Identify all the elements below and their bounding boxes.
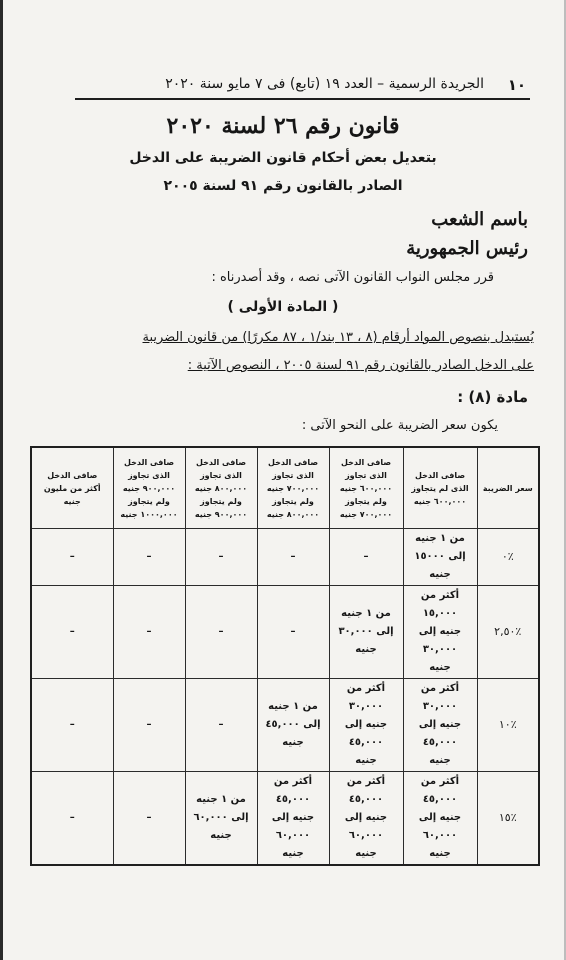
header-income-900k-1m: صافى الدخل الذى تجاوز ٩٠٠,٠٠٠ جنيه ولم يتجاوز ١٠٠٠,٠٠٠ جنيه	[113, 447, 185, 529]
header-income-up-to-600k: صافى الدخل الذى لم يتجاوز ٦٠٠,٠٠٠ جنيه	[403, 447, 477, 529]
tax-brackets-table	[30, 446, 540, 866]
law-subtitle-line-2: الصادر بالقانون رقم ٩١ لسنة ٢٠٠٥	[163, 178, 403, 194]
in-the-name-of-people: باسم الشعب	[431, 209, 528, 230]
table-row	[31, 586, 539, 679]
article-one-text-line-1: يُستبدل بنصوص المواد أرقام (٨ ، ١٣ بند/١ ، ٨٧ مكررًا) من قانون الضريبة	[142, 330, 534, 345]
table-cell: أكثر من ٤٥,٠٠٠ جنيه إلى ٦٠,٠٠٠ جنيه	[403, 772, 477, 866]
table-cell-rate: ٪١٥	[477, 772, 539, 866]
header-income-700k-800k: صافى الدخل الذى تجاوز ٧٠٠,٠٠٠ جنيه ولم يتجاوز ٨٠٠,٠٠٠ جنيه	[257, 447, 329, 529]
table-cell: من ١ جنيه إلى ٣٠,٠٠٠ جنيه	[329, 586, 403, 679]
article-one-heading: ( المادة الأولى )	[227, 299, 339, 315]
table-cell: –	[31, 679, 113, 772]
table-cell: –	[185, 586, 257, 679]
president-heading: رئيس الجمهورية	[406, 238, 528, 259]
gazette-issue-line: الجريدة الرسمية – العدد ١٩ (تابع) فى ٧ مايو سنة ٢٠٢٠	[165, 76, 484, 92]
table-cell: أكثر من ٤٥,٠٠٠ جنيه إلى ٦٠,٠٠٠ جنيه	[257, 772, 329, 866]
table-cell: أكثر من ١٥,٠٠٠ جنيه إلى ٣٠,٠٠٠ جنيه	[403, 586, 477, 679]
header-income-800k-900k: صافى الدخل الذى تجاوز ٨٠٠,٠٠٠ جنيه ولم يتجاوز ٩٠٠,٠٠٠ جنيه	[185, 447, 257, 529]
header-tax-rate: سعر الضريبة	[477, 447, 539, 529]
table-cell: –	[31, 529, 113, 586]
header-income-600k-700k: صافى الدخل الذى تجاوز ٦٠٠,٠٠٠ جنيه ولم يتجاوز ٧٠٠,٠٠٠ جنيه	[329, 447, 403, 529]
table-cell: أكثر من ٣٠,٠٠٠ جنيه إلى ٤٥,٠٠٠ جنيه	[403, 679, 477, 772]
table-cell: –	[185, 679, 257, 772]
table-header-row	[31, 447, 539, 529]
page-edge-shadow	[0, 0, 3, 960]
table-cell: أكثر من ٤٥,٠٠٠ جنيه إلى ٦٠,٠٠٠ جنيه	[329, 772, 403, 866]
law-subtitle-line-1: بتعديل بعض أحكام قانون الضريبة على الدخل	[129, 150, 437, 166]
table-cell: من ١ جنيه إلى ٤٥,٠٠٠ جنيه	[257, 679, 329, 772]
table-row	[31, 529, 539, 586]
running-header	[95, 72, 526, 96]
table-cell: –	[257, 586, 329, 679]
table-cell: –	[113, 586, 185, 679]
table-cell: من ١ جنيه إلى ٦٠,٠٠٠ جنيه	[185, 772, 257, 866]
table-row	[31, 772, 539, 866]
page-number: ١٠	[507, 76, 526, 94]
article-one-text-line-2: على الدخل الصادر بالقانون رقم ٩١ لسنة ٢٠٠٥ ، النصوص الآتية :	[187, 358, 534, 373]
table-cell: –	[31, 586, 113, 679]
tax-rate-intro: يكون سعر الضريبة على النحو الآتى :	[301, 418, 498, 433]
table-cell-rate: ٪١٠	[477, 679, 539, 772]
table-row	[31, 679, 539, 772]
article-eight-heading: مادة (٨) :	[457, 388, 528, 406]
table-cell: –	[31, 772, 113, 866]
table-cell-rate: ٪٠	[477, 529, 539, 586]
law-title: قانون رقم ٢٦ لسنة ٢٠٢٠	[166, 113, 400, 139]
header-rule	[75, 98, 530, 100]
table-cell: –	[113, 772, 185, 866]
header-income-over-1m: صافى الدخل أكثر من مليون جنيه	[31, 447, 113, 529]
table-cell: –	[113, 529, 185, 586]
table-cell: –	[113, 679, 185, 772]
enactment-sentence: قرر مجلس النواب القانون الآتى نصه ، وقد أصدرناه :	[211, 270, 494, 285]
table-cell: أكثر من ٣٠,٠٠٠ جنيه إلى ٤٥,٠٠٠ جنيه	[329, 679, 403, 772]
table-cell: –	[329, 529, 403, 586]
table-cell-rate: ٪٢,٥٠	[477, 586, 539, 679]
table-cell: –	[185, 529, 257, 586]
table-cell: من ١ جنيه إلى ١٥٠٠٠ جنيه	[403, 529, 477, 586]
table-cell: –	[257, 529, 329, 586]
